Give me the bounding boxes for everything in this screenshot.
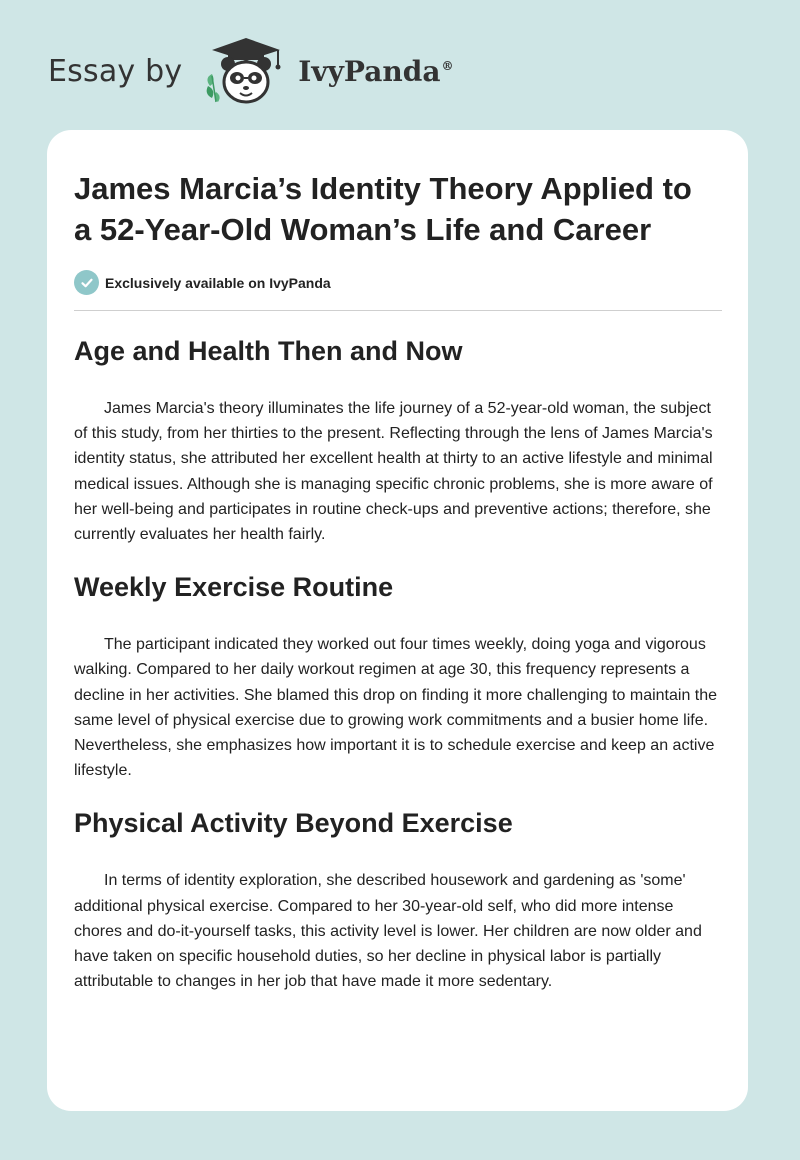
essay-section (74, 571, 722, 783)
panda-mascot-icon (200, 36, 292, 106)
essay-card (47, 130, 748, 1111)
availability-badge (74, 270, 722, 295)
brand-name (298, 55, 453, 88)
brand-name-text: IvyPanda (298, 54, 441, 88)
section-heading: Weekly Exercise Routine (74, 572, 394, 603)
registered-mark: ® (441, 59, 454, 74)
brand-logo[interactable] (48, 36, 453, 106)
brand-prefix: Essay by (48, 53, 183, 89)
essay-section (74, 335, 722, 547)
availability-text: Exclusively available on IvyPanda (105, 274, 331, 291)
check-icon (74, 270, 99, 295)
section-heading: Age and Health Then and Now (74, 336, 463, 366)
section-paragraph: The participant indicated they worked out four times weekly, doing yoga and vigorous walking. Compared to her daily workout regimen at age 30, this frequency represents a decline in her activities. She blamed this drop on finding it more challenging to maintain the same level of physical exercise due to growing work commitments and a busier home life. Nevertheless, she emphasizes how important it is to schedule exercise and keep an active lifestyle. (74, 636, 718, 780)
section-heading: Physical Activity Beyond Exercise (74, 808, 513, 839)
essay-section (74, 807, 722, 994)
divider (74, 310, 722, 311)
section-paragraph: James Marcia's theory illuminates the life journey of a 52-year-old woman, the subject of this study, from her thirties to the present. Reflecting through the lens of James Marcia's identity status, she attributed her excellent health at thirty to an active lifestyle and minimal medical issues. Although she is managing specific chronic problems, she is more aware of her well-being and participates in routine check-ups and preventive actions; therefore, she currently evaluates her health fairly. (74, 400, 713, 544)
essay-title: James Marcia’s Identity Theory Applied to a 52-Year-Old Woman’s Life and Career (74, 171, 692, 247)
section-paragraph: In terms of identity exploration, she described housework and gardening as 'some' additional physical exercise. Compared to her 30-year-old self, who did more intense chores and do-it-yourself tasks, this activity level is lower. Her children are now older and have taken on specific household duties, so her decline in physical labor is partially attributable to changes in her job that have made it more sedentary. (74, 872, 702, 991)
